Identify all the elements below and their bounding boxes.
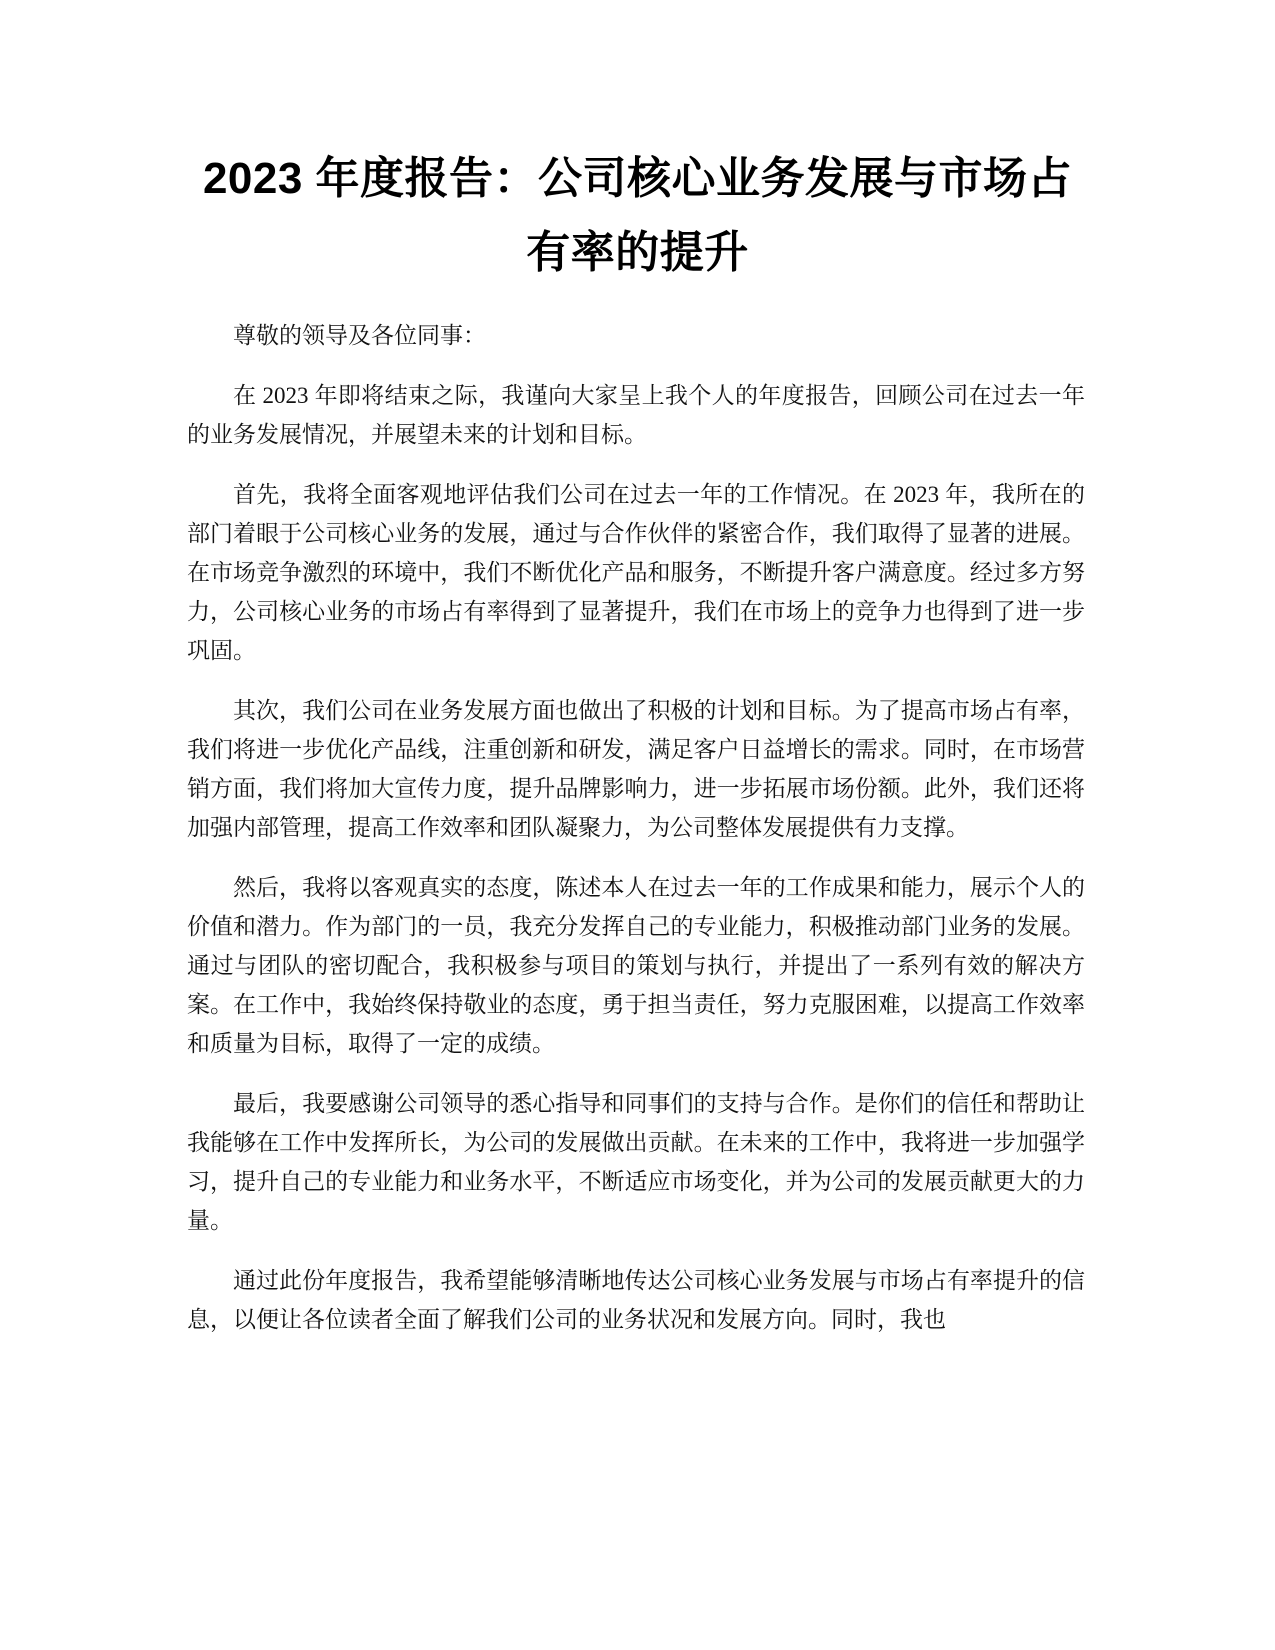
document-title (150, 142, 1125, 290)
thanks-paragraph: 最后，我要感谢公司领导的悉心指导和同事们的支持与合作。是你们的信任和帮助让我能够在工作中发挥所长，为公司的发展做出贡献。在未来的工作中，我将进一步加强学习，提升自己的专业能力和业务水平，不断适应市场变化，并为公司的发展贡献更大的力量。 (187, 1091, 1085, 1233)
document-body (187, 316, 1085, 1360)
plans-paragraph: 其次，我们公司在业务发展方面也做出了积极的计划和目标。为了提高市场占有率，我们将进一步优化产品线，注重创新和研发，满足客户日益增长的需求。同时，在市场营销方面，我们将加大宣传力度，提升品牌影响力，进一步拓展市场份额。此外，我们还将加强内部管理，提高工作效率和团队凝聚力，为公司整体发展提供有力支撑。 (187, 698, 1085, 840)
title-line-1: 2023 年度报告：公司核心业务发展与市场占 (202, 154, 1073, 203)
achievements-paragraph: 然后，我将以客观真实的态度，陈述本人在过去一年的工作成果和能力，展示个人的价值和潜力。作为部门的一员，我充分发挥自己的专业能力，积极推动部门业务的发展。通过与团队的密切配合，我积极参与项目的策划与执行，并提出了一系列有效的解决方案。在工作中，我始终保持敬业的态度，勇于担当责任，努力克服困难，以提高工作效率和质量为目标，取得了一定的成绩。 (187, 875, 1085, 1056)
title-line-2: 有率的提升 (526, 228, 749, 277)
closing-paragraph: 通过此份年度报告，我希望能够清晰地传达公司核心业务发展与市场占有率提升的信息，以便让各位读者全面了解我们公司的业务状况和发展方向。同时，我也 (187, 1268, 1085, 1332)
review-paragraph: 首先，我将全面客观地评估我们公司在过去一年的工作情况。在 2023 年，我所在的部门着眼于公司核心业务的发展，通过与合作伙伴的紧密合作，我们取得了显著的进展。在市场竞争激烈的环境中，我们不断优化产品和服务，不断提升客户满意度。经过多方努力，公司核心业务的市场占有率得到了显著提升，我们在市场上的竞争力也得到了进一步巩固。 (187, 482, 1085, 663)
intro-paragraph: 在 2023 年即将结束之际，我谨向大家呈上我个人的年度报告，回顾公司在过去一年的业务发展情况，并展望未来的计划和目标。 (187, 383, 1085, 447)
salutation-paragraph: 尊敬的领导及各位同事： (233, 323, 486, 348)
